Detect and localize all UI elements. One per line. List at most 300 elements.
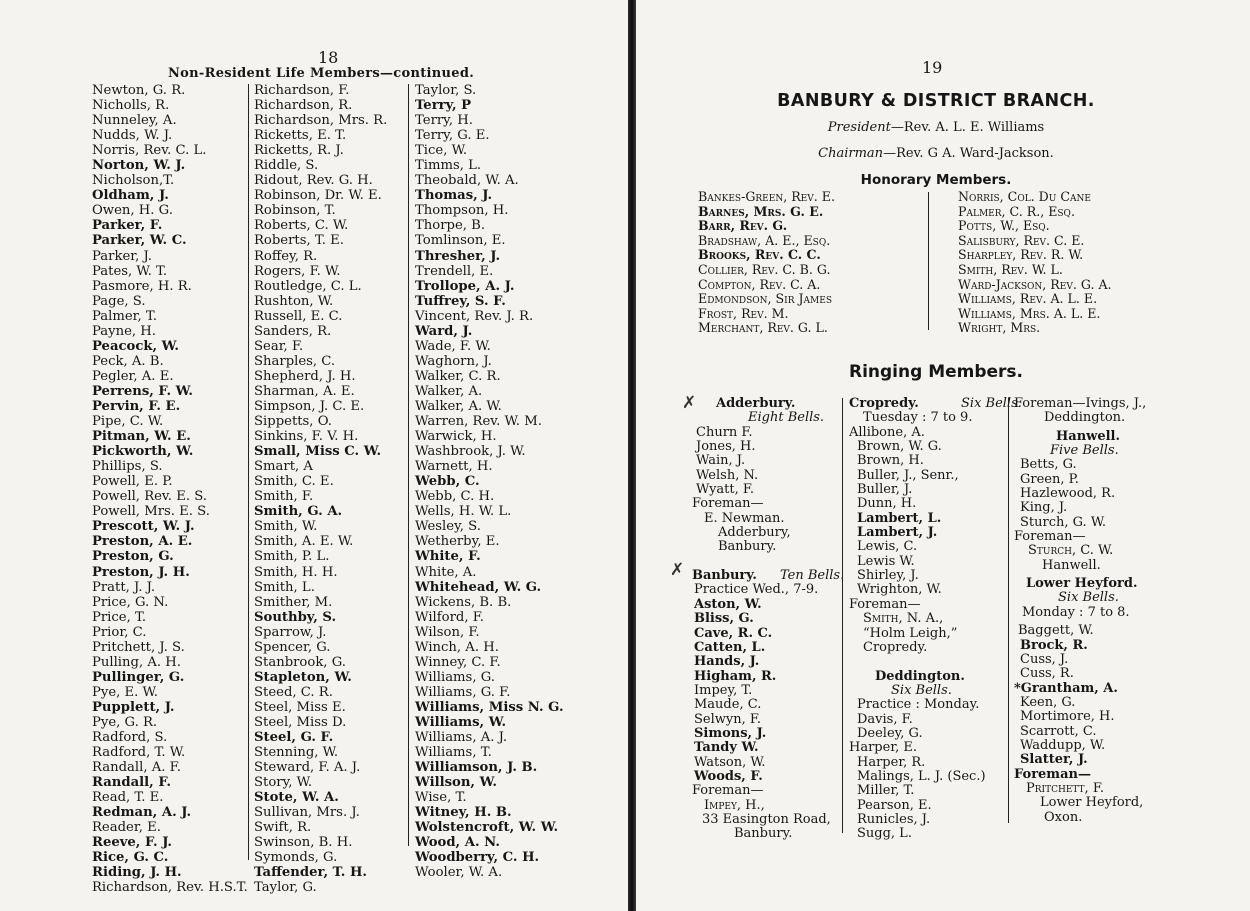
ringing-heading: Ringing Members. — [848, 362, 1024, 382]
member-entry: Practice : Monday. — [857, 697, 980, 713]
member-entry: Robinson, Dr. W. E. — [254, 188, 382, 204]
honorary-entry: Wright, Mrs. — [958, 320, 1041, 336]
member-entry: Wooler, W. A. — [415, 865, 503, 881]
honorary-heading: Honorary Members. — [860, 172, 1012, 188]
member-entry: Smith, P. L. — [254, 549, 330, 565]
member-entry: Sippetts, O. — [254, 414, 332, 430]
member-entry: Adderbury, — [718, 525, 791, 541]
member-entry: Parker, J. — [92, 248, 152, 264]
member-entry: Spencer, G. — [254, 639, 331, 655]
member-entry: Williams, G. — [415, 669, 495, 685]
member-entry: Small, Miss C. W. — [254, 444, 382, 460]
member-entry: Ward, J. — [415, 323, 473, 339]
member-entry: Roffey, R. — [254, 248, 318, 264]
member-entry: Wells, H. W. L. — [415, 504, 512, 520]
president-name: —Rev. A. L. E. Williams — [890, 120, 1045, 135]
member-entry: Richardson, Rev. H.S.T. — [92, 880, 248, 896]
member-entry: Parker, W. C. — [92, 233, 187, 249]
member-entry: Taylor, S. — [415, 83, 477, 98]
spacer — [692, 555, 842, 569]
member-entry: Wrighton, W. — [857, 582, 942, 598]
member-entry: Brown, H. — [857, 453, 924, 469]
member-entry: Smart, A — [254, 459, 313, 475]
foreman-label: Foreman— — [1014, 529, 1086, 545]
member-entry: Lambert, L. — [857, 510, 942, 526]
member-entry: Vincent, Rev. J. R. — [415, 308, 534, 324]
member-entry: Brown, W. G. — [857, 439, 942, 455]
member-entry: Miller, T. — [857, 783, 915, 799]
right-page — [636, 0, 1250, 911]
member-entry: *Grantham, A. — [1014, 680, 1118, 696]
member-entry: Nicholls, R. — [92, 98, 170, 114]
member-entry: Monday : 7 to 8. — [1022, 604, 1130, 620]
ringing-column-1 — [692, 396, 845, 842]
member-entry: Pearson, E. — [857, 797, 932, 813]
member-entry: Mortimore, H. — [1020, 709, 1115, 725]
honorary-entry: Frost, Rev. M. — [698, 305, 789, 321]
member-entry: White, A. — [415, 564, 477, 580]
honorary-entry: Smith, Rev. W. L. — [958, 261, 1063, 277]
member-entry: Harper, E. — [849, 740, 917, 756]
member-entry: Oxon. — [1044, 809, 1083, 825]
member-entry: Preston, A. E. — [92, 534, 193, 550]
member-entry: Watson, W. — [694, 754, 766, 770]
foreman-label: Foreman— — [1014, 766, 1091, 782]
member-entry: Selwyn, F. — [694, 711, 761, 727]
member-entry: Sturch, C. W. — [1028, 543, 1114, 559]
pencil-tick-mark: ✗ — [682, 393, 697, 413]
member-entry: Taylor, G. — [254, 880, 317, 896]
member-entry: Webb, C. — [415, 474, 480, 490]
member-entry: Perrens, F. W. — [92, 383, 193, 399]
member-column-2 — [254, 83, 387, 896]
member-entry: Runicles, J. — [857, 811, 931, 827]
member-entry: Pritchett, J. S. — [92, 639, 185, 655]
member-entry: Powell, Mrs. E. S. — [92, 504, 210, 520]
bells-label: Five Bells. — [1050, 443, 1119, 459]
member-entry: Wesley, S. — [415, 519, 481, 535]
member-entry: Steward, F. A. J. — [254, 760, 361, 776]
member-entry: Prescott, W. J. — [92, 519, 195, 535]
foreman-label: Foreman— — [849, 596, 921, 612]
member-entry: Newton, G. R. — [92, 83, 186, 98]
member-entry: Aston, W. — [694, 596, 762, 612]
member-entry: Williams, A. J. — [415, 730, 508, 746]
member-entry: Winch, A. H. — [415, 639, 499, 655]
member-entry: Rushton, W. — [254, 293, 334, 309]
heading-text: Non-Resident Life Members— — [168, 66, 394, 81]
book-gutter — [628, 0, 636, 911]
president-line — [696, 120, 1176, 135]
member-entry: Winney, C. F. — [415, 654, 501, 670]
honorary-entry: Bradshaw, A. E., Esq. — [698, 232, 831, 248]
honorary-entry: Salisbury, Rev. C. E. — [958, 232, 1085, 248]
honorary-entry: Potts, W., Esq. — [958, 218, 1050, 234]
member-entry: Ricketts, R. J. — [254, 143, 344, 159]
foreman-label: Foreman— — [692, 783, 764, 799]
honorary-column-left — [698, 190, 835, 336]
member-entry: Preston, G. — [92, 549, 174, 565]
honorary-entry: Sharpley, Rev. R. W. — [958, 247, 1084, 263]
tower-name: Adderbury. — [716, 396, 796, 411]
member-entry: Banbury. — [718, 539, 777, 555]
member-entry: Russell, E. C. — [254, 308, 343, 324]
member-entry: 33 Easington Road, — [702, 811, 831, 827]
member-entry: Reader, E. — [92, 820, 161, 836]
member-entry: Oldham, J. — [92, 188, 169, 204]
foreman-label: Foreman—Ivings, J., — [1014, 396, 1147, 411]
member-entry: Allibone, A. — [849, 424, 925, 440]
chairman-line — [696, 146, 1176, 161]
member-entry: Radford, T. W. — [92, 745, 186, 761]
member-entry: Williams, Miss N. G. — [415, 699, 564, 715]
member-entry: Wolstencroft, W. W. — [415, 820, 559, 836]
member-entry: Green, P. — [1020, 471, 1079, 487]
member-entry: Richardson, Mrs. R. — [254, 113, 388, 129]
member-entry: Sharples, C. — [254, 353, 336, 369]
member-entry: Owen, H. G. — [92, 203, 173, 219]
member-entry: Page, S. — [92, 293, 146, 309]
tower-name: Hanwell. — [1056, 428, 1121, 444]
spacer — [849, 655, 1009, 669]
member-entry: Webb, C. H. — [415, 489, 495, 505]
member-entry: Simpson, J. C. E. — [254, 398, 365, 414]
column-rule — [408, 84, 409, 846]
member-entry: Cropredy. — [863, 639, 928, 655]
member-entry: Walker, A. — [415, 383, 483, 399]
member-entry: Thompson, H. — [415, 203, 509, 219]
honorary-entry: Williams, Mrs. A. L. E. — [958, 305, 1101, 321]
member-entry: Whitehead, W. G. — [415, 579, 542, 595]
member-entry: Randall, F. — [92, 775, 171, 791]
honorary-entry: Merchant, Rev. G. L. — [698, 320, 828, 336]
member-entry: Swinson, B. H. — [254, 835, 353, 851]
member-entry: Stote, W. A. — [254, 790, 339, 806]
member-entry: Timms, L. — [415, 158, 482, 174]
member-entry: Payne, H. — [92, 323, 156, 339]
member-entry: Davis, F. — [857, 711, 913, 727]
honorary-entry: Barnes, Mrs. G. E. — [698, 203, 824, 219]
honorary-entry: Ward-Jackson, Rev. G. A. — [958, 276, 1112, 292]
member-entry: Maude, C. — [694, 697, 762, 713]
column-rule — [248, 84, 249, 860]
member-entry: Woodberry, C. H. — [415, 850, 540, 866]
member-entry: Pullinger, G. — [92, 669, 185, 685]
honorary-entry: Williams, Rev. A. L. E. — [958, 291, 1098, 307]
honorary-column-right — [958, 190, 1112, 336]
foreman-label: Foreman— — [692, 496, 764, 512]
member-entry: Williamson, J. B. — [415, 760, 538, 776]
member-entry: Scarrott, C. — [1020, 723, 1097, 739]
tower-name: Cropredy. — [849, 396, 919, 411]
member-entry: Taffender, T. H. — [254, 865, 368, 881]
member-entry: Practice Wed., 7-9. — [694, 582, 819, 598]
member-entry: Thorpe, B. — [415, 218, 486, 234]
member-entry: Cave, R. C. — [694, 625, 773, 641]
member-entry: Witney, H. B. — [415, 805, 512, 821]
column-rule — [842, 398, 843, 833]
member-entry: Smith, L. — [254, 579, 315, 595]
member-entry: Richardson, F. — [254, 83, 350, 98]
member-entry: Warren, Rev. W. M. — [415, 414, 542, 430]
honorary-entry: Norris, Col. Du Cane — [958, 189, 1091, 204]
member-entry: Ridout, Rev. G. H. — [254, 173, 373, 189]
bells-label: Six Bells. — [961, 396, 1022, 411]
member-entry: Steel, Miss D. — [254, 714, 347, 730]
member-entry: Sturch, G. W. — [1020, 514, 1107, 530]
member-entry: Williams, W. — [415, 714, 507, 730]
member-entry: Pritchett, F. — [1026, 780, 1104, 796]
member-entry: Terry, P — [415, 98, 472, 114]
member-entry: Wickens, B. B. — [415, 594, 512, 610]
member-entry: Smither, M. — [254, 594, 333, 610]
member-entry: Pratt, J. J. — [92, 579, 156, 595]
member-entry: Williams, G. F. — [415, 684, 511, 700]
member-entry: Pye, G. R. — [92, 714, 158, 730]
bells-label: Six Bells. — [1058, 590, 1119, 606]
member-entry: Prior, C. — [92, 624, 147, 640]
column-rule — [1008, 398, 1009, 823]
member-entry: Buller, J. — [857, 482, 913, 498]
member-entry: Lower Heyford, — [1040, 795, 1144, 811]
member-entry: Stapleton, W. — [254, 669, 352, 685]
member-entry: Roberts, C. W. — [254, 218, 349, 234]
member-entry: Sear, F. — [254, 338, 304, 354]
honorary-entry: Bankes-Green, Rev. E. — [698, 189, 835, 204]
member-entry: Powell, E. P. — [92, 474, 173, 490]
member-entry: Nudds, W. J. — [92, 128, 173, 144]
member-entry: Pitman, W. E. — [92, 429, 191, 445]
member-entry: Deddington. — [1044, 410, 1126, 426]
member-entry: Washbrook, J. W. — [415, 444, 526, 460]
member-entry: Steel, Miss E. — [254, 699, 346, 715]
member-entry: Reeve, F. J. — [92, 835, 172, 851]
member-entry: Warnett, H. — [415, 459, 493, 475]
member-entry: Hands, J. — [694, 654, 760, 670]
page-number-19: 19 — [922, 58, 943, 77]
member-entry: Cuss, R. — [1020, 666, 1074, 682]
member-entry: Pickworth, W. — [92, 444, 194, 460]
section-heading — [168, 66, 474, 81]
member-entry: Sanders, R. — [254, 323, 332, 339]
member-entry: Terry, G. E. — [415, 128, 490, 144]
member-entry: Williams, T. — [415, 745, 492, 761]
member-entry: Smith, H. H. — [254, 564, 338, 580]
member-entry: Steed, C. R. — [254, 684, 333, 700]
member-entry: Riding, J. H. — [92, 865, 182, 881]
honorary-entry: Collier, Rev. C. B. G. — [698, 261, 831, 277]
member-entry: Symonds, G. — [254, 850, 338, 866]
tower-name: Deddington. — [875, 668, 965, 684]
member-entry: Randall, A. F. — [92, 760, 181, 776]
member-entry: Tomlinson, E. — [415, 233, 506, 249]
member-entry: Smith, W. — [254, 519, 318, 535]
member-entry: Radford, S. — [92, 730, 168, 746]
member-entry: Theobald, W. A. — [415, 173, 519, 189]
member-entry: White, F. — [415, 549, 481, 565]
member-entry: Welsh, N. — [696, 467, 759, 483]
member-entry: Wilson, F. — [415, 624, 480, 640]
member-entry: Pye, E. W. — [92, 684, 158, 700]
member-entry: Keen, G. — [1020, 694, 1076, 710]
honorary-entry: Edmondson, Sir James — [698, 291, 832, 307]
member-entry: Peacock, W. — [92, 338, 180, 354]
member-entry: Smith, G. A. — [254, 504, 343, 520]
member-entry: Higham, R. — [694, 668, 777, 684]
member-entry: Palmer, T. — [92, 308, 157, 324]
member-entry: Trendell, E. — [415, 263, 494, 279]
member-entry: Ricketts, E. T. — [254, 128, 347, 144]
member-entry: “Holm Leigh,” — [863, 625, 958, 641]
member-entry: Tandy W. — [694, 740, 759, 756]
member-entry: Richardson, R. — [254, 98, 353, 114]
member-entry: Pasmore, H. R. — [92, 278, 192, 294]
honorary-entry: Barr, Rev. G. — [698, 218, 788, 234]
member-entry: Nunneley, A. — [92, 113, 177, 129]
member-entry: Banbury. — [734, 826, 793, 842]
honorary-entry: Palmer, C. R., Esq. — [958, 203, 1075, 219]
member-entry: Wetherby, E. — [415, 534, 500, 550]
member-entry: Walker, C. R. — [415, 368, 501, 384]
member-entry: Impey, H., — [704, 797, 765, 813]
member-entry: Bliss, G. — [694, 611, 754, 627]
member-entry: Deeley, G. — [857, 725, 923, 741]
page-number-18: 18 — [318, 48, 339, 67]
member-entry: Brock, R. — [1020, 637, 1088, 653]
member-entry: King, J. — [1020, 500, 1068, 516]
member-entry: Price, G. N. — [92, 594, 169, 610]
member-entry: Willson, W. — [415, 775, 497, 791]
column-rule — [928, 192, 929, 330]
member-entry: Cuss, J. — [1020, 651, 1069, 667]
member-entry: Churn F. — [696, 424, 753, 440]
member-entry: Pervin, F. E. — [92, 398, 181, 414]
member-entry: Tuesday : 7 to 9. — [863, 410, 973, 426]
member-entry: Jones, H. — [696, 439, 756, 455]
member-entry: Read, T. E. — [92, 790, 164, 806]
tower-name: Banbury. — [692, 568, 757, 584]
member-entry: Dunn, H. — [857, 496, 917, 512]
member-column-1 — [92, 83, 248, 896]
ringing-column-2 — [849, 396, 1022, 842]
member-entry: Lewis W. — [857, 553, 915, 569]
member-entry: Wood, A. N. — [415, 835, 500, 851]
member-entry: Redman, A. J. — [92, 805, 192, 821]
member-entry: Malings, L. J. (Sec.) — [857, 768, 986, 784]
member-entry: Rice, G. C. — [92, 850, 169, 866]
member-entry: Trollope, A. J. — [415, 278, 515, 294]
member-entry: Sparrow, J. — [254, 624, 327, 640]
member-entry: Thresher, J. — [415, 248, 501, 264]
member-entry: Smith, F. — [254, 489, 314, 505]
member-entry: Baggett, W. — [1018, 623, 1094, 639]
member-entry: Terry, H. — [415, 113, 473, 129]
bells-label: Six Bells. — [891, 682, 952, 698]
member-entry: Walker, A. W. — [415, 398, 502, 414]
member-entry: Waddupp, W. — [1020, 737, 1106, 753]
member-entry: Simons, J. — [694, 725, 767, 741]
member-entry: Pipe, C. W. — [92, 414, 164, 430]
member-entry: Robinson, T. — [254, 203, 336, 219]
member-entry: Hanwell. — [1042, 557, 1101, 573]
member-entry: Peck, A. B. — [92, 353, 164, 369]
member-entry: Wain, J. — [696, 453, 746, 469]
member-entry: Wade, F. W. — [415, 338, 491, 354]
member-entry: Wise, T. — [415, 790, 467, 806]
member-entry: Stenning, W. — [254, 745, 339, 761]
member-entry: Tuffrey, S. F. — [415, 293, 506, 309]
member-entry: Sullivan, Mrs. J. — [254, 805, 360, 821]
member-entry: Hazlewood, R. — [1020, 486, 1116, 502]
member-entry: E. Newman. — [704, 510, 785, 526]
member-entry: Smith, A. E. W. — [254, 534, 354, 550]
member-entry: Norris, Rev. C. L. — [92, 143, 207, 159]
member-entry: Pegler, A. E. — [92, 368, 174, 384]
member-entry: Sugg, L. — [857, 826, 912, 842]
member-entry: Preston, J. H. — [92, 564, 190, 580]
member-entry: Catten, L. — [694, 639, 766, 655]
member-entry: Stanbrook, G. — [254, 654, 346, 670]
member-entry: Lambert, J. — [857, 525, 938, 541]
member-entry: Pupplett, J. — [92, 699, 175, 715]
member-entry: Swift, R. — [254, 820, 312, 836]
member-entry: Phillips, S. — [92, 459, 163, 475]
member-entry: Powell, Rev. E. S. — [92, 489, 207, 505]
chairman-label: Chairman — [818, 146, 884, 161]
pencil-cross-mark: ✗ — [670, 560, 685, 580]
member-entry: Parker, F. — [92, 218, 163, 234]
member-entry: Riddle, S. — [254, 158, 319, 174]
member-entry: Impey, T. — [694, 682, 753, 698]
member-entry: Shirley, J. — [857, 568, 919, 584]
member-entry: Rogers, F. W. — [254, 263, 341, 279]
member-entry: Southby, S. — [254, 609, 337, 625]
heading-suffix: continued. — [393, 66, 475, 81]
member-entry: Norton, W. J. — [92, 158, 186, 174]
member-entry: Tice, W. — [415, 143, 468, 159]
member-entry: Woods, F. — [694, 768, 763, 784]
member-column-3 — [415, 83, 564, 880]
member-entry: Pulling, A. H. — [92, 654, 181, 670]
member-entry: Wilford, F. — [415, 609, 484, 625]
member-entry: Wyatt, F. — [696, 482, 755, 498]
honorary-entry: Brooks, Rev. C. C. — [698, 247, 821, 263]
member-entry: Sinkins, F. V. H. — [254, 429, 359, 445]
chairman-name: —Rev. G A. Ward-Jackson. — [883, 146, 1054, 161]
member-entry: Roberts, T. E. — [254, 233, 344, 249]
bells-label: Eight Bells. — [748, 410, 825, 426]
member-entry: Story, W. — [254, 775, 313, 791]
member-entry: Waghorn, J. — [415, 353, 492, 369]
member-entry: Thomas, J. — [415, 188, 493, 204]
member-entry: Betts, G. — [1020, 457, 1077, 473]
member-entry: Sharman, A. E. — [254, 383, 355, 399]
member-entry: Shepherd, J. H. — [254, 368, 356, 384]
branch-title: BANBURY & DISTRICT BRANCH. — [777, 91, 1095, 111]
member-entry: Steel, G. F. — [254, 730, 334, 746]
member-entry: Smith, C. E. — [254, 474, 334, 490]
member-entry: Pates, W. T. — [92, 263, 168, 279]
bells-label: Ten Bells. — [780, 568, 845, 584]
tower-name: Lower Heyford. — [1026, 576, 1138, 592]
president-label: President — [827, 120, 891, 135]
member-entry: Price, T. — [92, 609, 147, 625]
member-entry: Buller, J., Senr., — [857, 467, 959, 483]
member-entry: Harper, R. — [857, 754, 926, 770]
member-entry: Nicholson,T. — [92, 173, 175, 189]
honorary-entry: Compton, Rev. C. A. — [698, 276, 821, 292]
member-entry: Routledge, C. L. — [254, 278, 362, 294]
